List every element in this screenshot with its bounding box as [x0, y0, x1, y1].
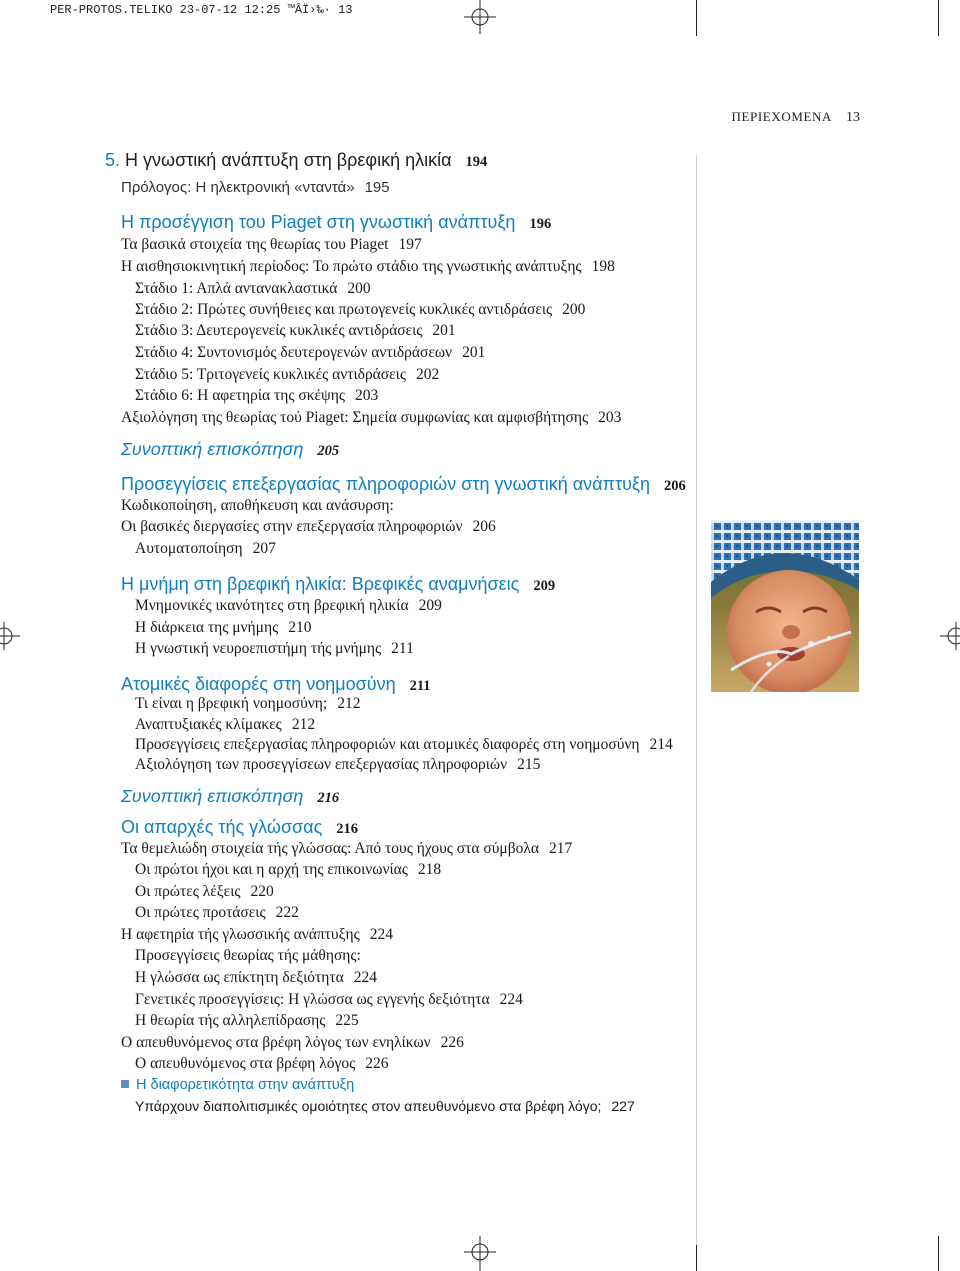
boxed-page: 227: [611, 1098, 635, 1114]
toc-entry-stage1: [135, 280, 371, 298]
entry-page: 198: [591, 258, 615, 275]
toc-entry-fundamentals: [121, 840, 572, 858]
section-title: Συνοπτική επισκόπηση: [121, 786, 304, 806]
entry-title: Οι πρώτες λέξεις: [135, 883, 241, 900]
toc-entry-encoding: [121, 497, 394, 515]
section-language: [121, 817, 358, 838]
toc-entry-firstwords: [135, 883, 274, 901]
chapter-number: 5.: [105, 150, 121, 170]
entry-title: Στάδιο 5: Τριτογενείς κυκλικές αντιδράσεις: [135, 366, 406, 383]
toc-entry-firstsounds: [135, 861, 441, 879]
toc-entry-genetic: [135, 991, 523, 1009]
entry-title: Ο απευθυνόμενος στα βρέφη λόγος των ενηλίκων: [121, 1034, 431, 1051]
entry-page: 218: [417, 861, 442, 878]
section-title: Συνοπτική επισκόπηση: [121, 439, 304, 459]
header-page-number: 13: [846, 110, 860, 125]
crop-mark-top-right: [938, 0, 939, 36]
section-page: 196: [529, 216, 552, 232]
section-page: 216: [336, 821, 358, 837]
entry-title: Γενετικές προσεγγίσεις: Η γλώσσα ως εγγενής δεξιότητα: [135, 991, 490, 1008]
entry-title: Τα θεμελιώδη στοιχεία τής γλώσσας: Από τους ήχους στα σύμβολα: [121, 840, 539, 857]
boxed-feature-entry: [135, 1098, 635, 1114]
entry-page: 200: [562, 301, 586, 318]
toc-entry-stage4: [135, 344, 485, 362]
entry-title: Η γλώσσα ως επίκτητη δεξιότητα: [135, 969, 344, 986]
toc-entry-evalinfo: [135, 756, 540, 774]
section-title: Προσεγγίσεις επεξεργασίας πληροφοριών στη γνωστική ανάπτυξη: [121, 474, 651, 494]
chapter-heading: [105, 150, 487, 171]
chapter-title: Η γνωστική ανάπτυξη στη βρεφική ηλικία: [125, 150, 452, 170]
entry-page: 211: [391, 640, 414, 657]
section-summary-1: [121, 439, 339, 460]
entry-page: 215: [517, 756, 541, 773]
entry-page: 226: [365, 1055, 389, 1072]
entry-title: Ο απευθυνόμενος στα βρέφη λόγος: [135, 1055, 356, 1072]
entry-title: Η γνωστική νευροεπιστήμη τής μνήμης: [135, 640, 382, 657]
entry-title: Αυτοματοποίηση: [135, 540, 243, 557]
entry-page: 201: [432, 322, 456, 339]
crop-mark-top: [696, 0, 697, 36]
section-page: 205: [317, 443, 340, 459]
toc-entry-scales: [135, 716, 315, 734]
entry-page: 224: [369, 926, 393, 943]
toc-entry-whatis: [135, 695, 360, 713]
entry-page: 200: [347, 280, 371, 297]
entry-page: 203: [354, 387, 379, 404]
toc-entry-origins: [121, 926, 393, 944]
section-page: 206: [664, 478, 686, 494]
square-bullet-icon: [121, 1080, 129, 1088]
entry-page: 209: [418, 597, 442, 614]
toc-entry-infodiff: [135, 736, 673, 754]
section-title: Η μνήμη στη βρεφική ηλικία: Βρεφικές αναμνήσεις: [121, 574, 520, 594]
section-summary-2: [121, 786, 339, 807]
section-title: Ατομικές διαφορές στη νοημοσύνη: [121, 674, 396, 694]
entry-title: Οι πρώτες προτάσεις: [135, 904, 266, 921]
slug-num: 13: [338, 3, 353, 17]
chapter-page: 194: [465, 154, 488, 170]
slug-time: 12:25: [244, 3, 281, 17]
entry-page: 206: [472, 518, 496, 535]
toc-entry-automation: [135, 540, 276, 558]
toc-entry-sensorimotor: [121, 258, 615, 276]
registration-mark-top-icon: [462, 0, 498, 36]
header-title: ΠΕΡΙΕΧΟΜΕΝΑ: [731, 109, 832, 124]
toc-entry-addressee: [121, 1034, 464, 1052]
print-slug: [50, 3, 352, 17]
entry-title: Στάδιο 6: Η αφετηρία της σκέψης: [135, 387, 345, 404]
entry-page: 207: [252, 540, 276, 557]
entry-title: Οι βασικές διεργασίες στην επεξεργασία πληροφοριών: [121, 518, 463, 535]
section-title: Η προσέγγιση του Piaget στη γνωστική ανάπτυξη: [121, 212, 516, 232]
entry-title: Οι πρώτοι ήχοι και η αρχή της επικοινωνίας: [135, 861, 408, 878]
registration-mark-left-icon: [0, 618, 20, 654]
column-rule: [696, 155, 697, 1245]
entry-title: Η διάρκεια της μνήμης: [135, 619, 279, 636]
entry-title: Αξιολόγηση των προσεγγίσεων επεξεργασίας πληροφοριών: [135, 756, 508, 773]
toc-entry-stage5: [135, 366, 439, 384]
entry-page: 217: [549, 840, 573, 857]
section-page: 211: [409, 678, 431, 694]
entry-page: 224: [499, 991, 523, 1008]
entry-page: 214: [649, 736, 673, 753]
section-info-processing: [121, 474, 686, 495]
toc-entry-stage3: [135, 322, 456, 340]
entry-title: Η αφετηρία τής γλωσσικής ανάπτυξης: [121, 926, 360, 943]
boxed-title: Η διαφορετικότητα στην ανάπτυξη: [136, 1077, 355, 1093]
entry-title: Προσεγγίσεις θεωρίας τής μάθησης:: [135, 947, 361, 964]
entry-title: Τα βασικά στοιχεία της θεωρίας του Piaget: [121, 236, 389, 253]
toc-entry-learning: [135, 947, 361, 965]
entry-title: Αναπτυξιακές κλίμακες: [135, 716, 282, 733]
entry-page: 212: [291, 716, 316, 733]
entry-page: 225: [335, 1012, 359, 1029]
entry-title: Τι είναι η βρεφική νοημοσύνη;: [135, 695, 328, 712]
running-header: [732, 109, 860, 126]
boxed-feature-title: [121, 1077, 354, 1093]
slug-file: PER-PROTOS.TELIKO: [50, 3, 173, 17]
entry-page: 197: [398, 236, 422, 253]
entry-title: Η αισθησιοκινητική περίοδος: Το πρώτο στάδιο της γνωστικής ανάπτυξης: [121, 258, 582, 275]
slug-garble: ™ÂÏ›‰·: [287, 3, 331, 17]
prologue-title: Πρόλογος: Η ηλεκτρονική «νταντά»: [121, 179, 355, 196]
entry-page: 222: [275, 904, 299, 921]
toc-entry-duration: [135, 619, 311, 637]
entry-title: Στάδιο 2: Πρώτες συνήθειες και πρωτογενείς κυκλικές αντιδράσεις: [135, 301, 553, 318]
section-title: Οι απαρχές τής γλώσσας: [121, 817, 323, 837]
section-page: 216: [317, 790, 340, 806]
entry-page: 202: [415, 366, 440, 383]
entry-page: 224: [353, 969, 377, 986]
toc-entry-evaluation: [121, 409, 621, 427]
entry-page: 212: [337, 695, 361, 712]
entry-title: Στάδιο 4: Συντονισμός δευτερογενών αντιδράσεων: [135, 344, 453, 361]
toc-entry-addressee2: [135, 1055, 389, 1073]
toc-entry-mnemonic: [135, 597, 442, 615]
toc-entry-acquired: [135, 969, 377, 987]
prologue-page: 195: [364, 179, 390, 196]
child-drinking-water-photo: [711, 520, 859, 692]
crop-mark-bottom-right: [938, 1236, 939, 1271]
entry-page: 210: [288, 619, 312, 636]
prologue-entry: [121, 179, 390, 196]
boxed-sub-title: Υπάρχουν διαπολιτισμικές ομοιότητες στον απευθυνόμενο στα βρέφη λόγο;: [135, 1098, 602, 1114]
toc-entry-neuro: [135, 640, 414, 658]
entry-page: 226: [440, 1034, 464, 1051]
entry-page: 220: [250, 883, 274, 900]
entry-title: Αξιολόγηση της θεωρίας τού Piaget: Σημεία συμφωνίας και αμφισβήτησης: [121, 409, 589, 426]
section-intelligence: [121, 674, 431, 695]
registration-mark-bottom-icon: [462, 1234, 498, 1271]
section-piaget: [121, 212, 551, 233]
slug-date: 23-07-12: [179, 3, 238, 17]
entry-title: Στάδιο 1: Απλά αντανακλαστικά: [135, 280, 338, 297]
toc-entry-stage2: [135, 301, 585, 319]
toc-entry-processes: [121, 518, 496, 536]
entry-title: Κωδικοποίηση, αποθήκευση και ανάσυρση:: [121, 497, 394, 514]
section-page: 209: [533, 578, 556, 594]
entry-title: Στάδιο 3: Δευτερογενείς κυκλικές αντιδράσεις: [135, 322, 423, 339]
entry-page: 203: [598, 409, 622, 426]
toc-entry-basic: [121, 236, 422, 254]
section-memory: [121, 574, 555, 595]
toc-entry-stage6: [135, 387, 378, 405]
entry-title: Η θεωρία τής αλληλεπίδρασης: [135, 1012, 326, 1029]
entry-title: Μνημονικές ικανότητες στη βρεφική ηλικία: [135, 597, 409, 614]
registration-mark-right-icon: [940, 618, 960, 654]
entry-page: 201: [462, 344, 486, 361]
entry-title: Προσεγγίσεις επεξεργασίας πληροφοριών και ατομικές διαφορές στη νοημοσύνη: [135, 736, 640, 753]
toc-entry-firstsentences: [135, 904, 299, 922]
toc-entry-interaction: [135, 1012, 359, 1030]
